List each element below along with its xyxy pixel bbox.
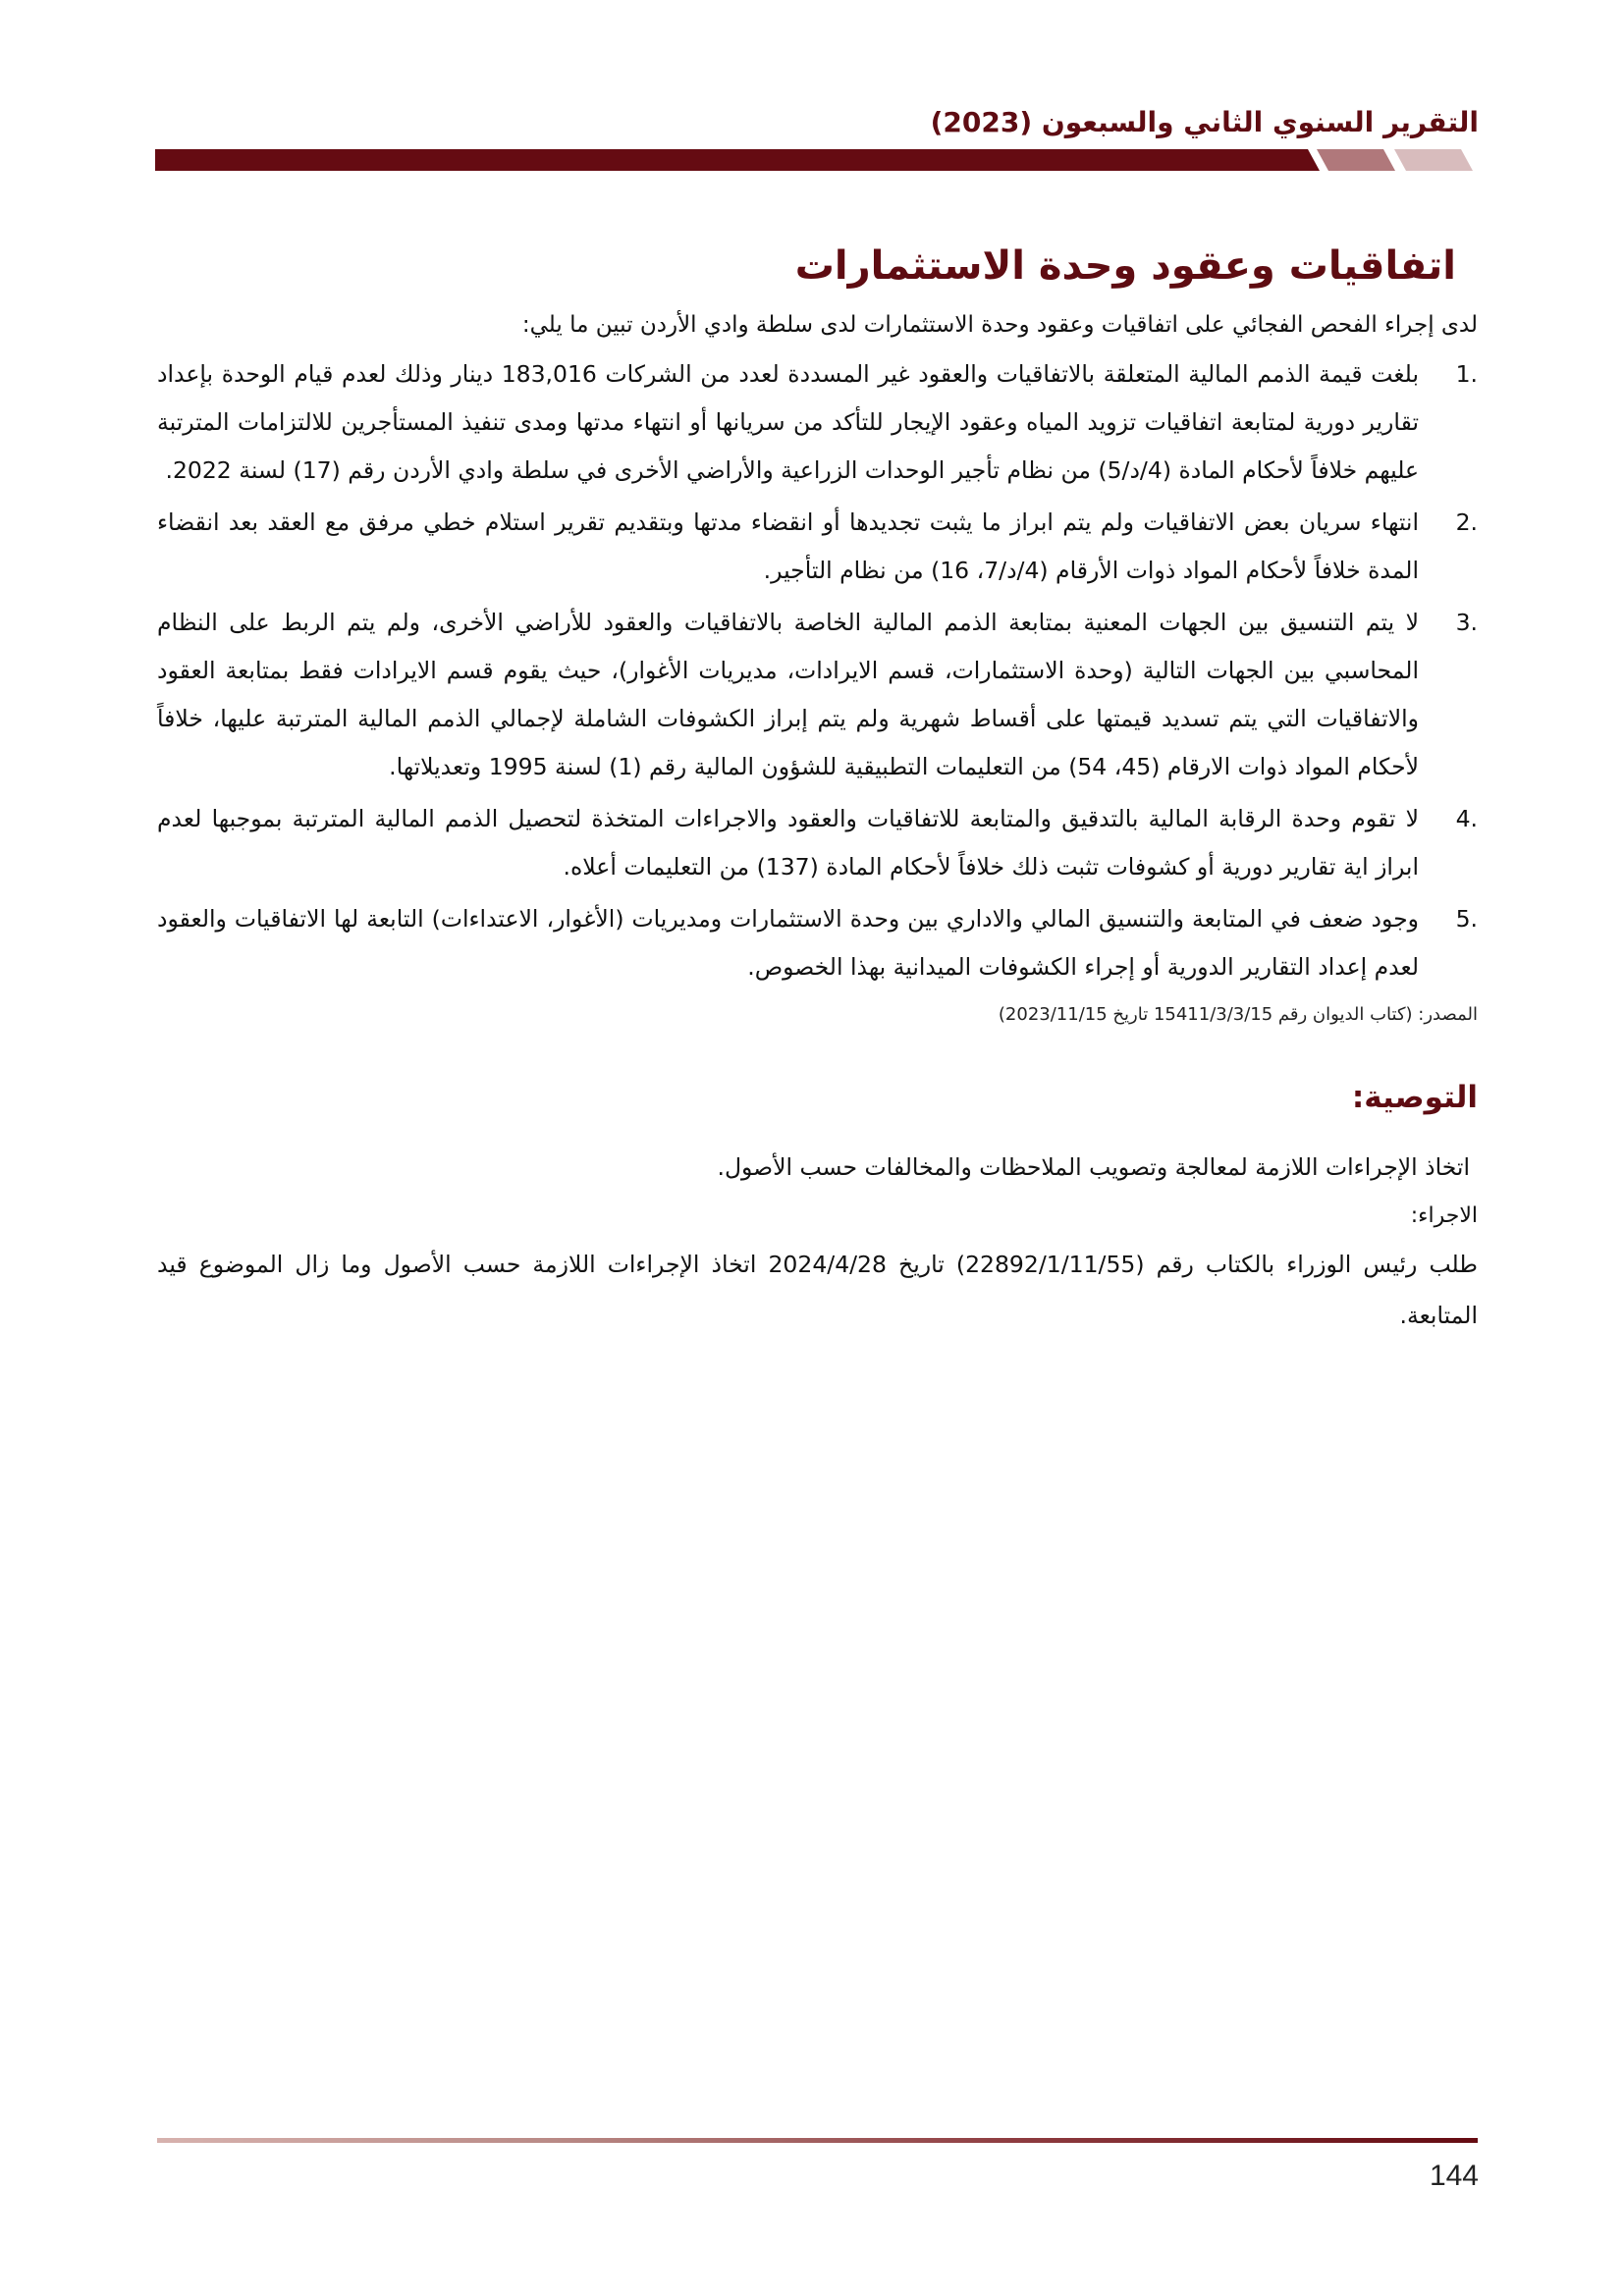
finding-number: 5. [1455,905,1478,933]
finding-item [157,499,1478,595]
section-intro: لدى إجراء الفحص الفجائي على اتفاقيات وعقود وحدة الاستثمارات لدى سلطة وادي الأردن تبين ما يلي: [521,312,1478,338]
procedure-label: الاجراء: [1410,1202,1478,1228]
findings-list [157,350,1478,991]
finding-number: 2. [1455,508,1478,536]
header-bar-segment-light [1394,149,1473,171]
finding-text: وجود ضعف في المتابعة والتنسيق المالي والاداري بين وحدة الاستثمارات ومديريات (الأغوار، الاعتداءات) التابعة لها الاتفاقيات والعقود لعدم إعداد التقارير الدورية أو إجراء الكشوفات الميدانية بهذا الخصوص. [157,905,1419,981]
recommendation-title: التوصية: [1351,1080,1478,1115]
finding-text: بلغت قيمة الذمم المالية المتعلقة بالاتفاقيات والعقود غير المسددة لعدد من الشركات 183,016 دينار وذلك لعدم قيام الوحدة بإعداد تقارير دورية لمتابعة اتفاقيات تزويد المياه وعقود الإيجار للتأكد من سريانها أو انتهاء مدتها ومدى تنفيذ المستأجرين للالتزامات المترتبة عليهم خلافاً لأحكام المادة (4/د/5) من نظام تأجير الوحدات الزراعية والأراضي الأخرى في سلطة وادي الأردن رقم (17) لسنة 2022. [157,360,1419,484]
finding-number: 1. [1455,360,1478,388]
procedure-text: طلب رئيس الوزراء بالكتاب رقم (22892/1/11/55) تاريخ 2024/4/28 اتخاذ الإجراءات اللازمة حسب الأصول وما زال الموضوع قيد المتابعة. [157,1250,1479,1329]
finding-text: انتهاء سريان بعض الاتفاقيات ولم يتم ابراز ما يثبت تجديدها أو انقضاء مدتها وبتقديم تقرير استلام خطي مرفق مع العقد بعد انقضاء المدة خلافاً لأحكام المواد ذوات الأرقام (4/د/7، 16) من نظام التأجير. [157,508,1419,584]
header-bar-segment-mid [1317,149,1395,171]
section-title: اتفاقيات وعقود وحدة الاستثمارات [794,243,1456,289]
finding-text: لا تقوم وحدة الرقابة المالية بالتدقيق والمتابعة للاتفاقيات والعقود والاجراءات المتخذة لتحصيل الذمم المالية المترتبة بموجبها لعدم ابراز اية تقارير دورية أو كشوفات تثبت ذلك خلافاً لأحكام المادة (137) من التعليمات أعلاه. [157,805,1419,881]
footer-gradient-line [157,2138,1478,2143]
recommendation-text: اتخاذ الإجراءات اللازمة لمعالجة وتصويب الملاحظات والمخالفات حسب الأصول. [717,1152,1470,1181]
finding-item [157,350,1478,495]
main-content [157,240,1478,1341]
finding-item [157,895,1478,991]
finding-number: 4. [1455,805,1478,832]
report-header-title: التقرير السنوي الثاني والسبعون (2023) [930,106,1479,138]
source-citation: المصدر: (كتاب الديوان رقم 15411/3/3/15 تاريخ 2023/11/15) [998,1004,1478,1025]
header-decorative-bar [155,149,1476,171]
finding-item [157,599,1478,791]
finding-text: لا يتم التنسيق بين الجهات المعنية بمتابعة الذمم المالية الخاصة بالاتفاقيات والعقود للأراضي الأخرى، ولم يتم الربط على النظام المحاسبي بين الجهات التالية (وحدة الاستثمارات، قسم الايرادات، مديريات الأغوار)، حيث يقوم قسم الايرادات فقط بمتابعة العقود والاتفاقيات التي يتم تسديد قيمتها على أقساط شهرية ولم يتم إبراز الكشوفات الشاملة لإجمالي الذمم المالية المترتبة عليها، خلافاً لأحكام المواد ذوات الارقام (45، 54) من التعليمات التطبيقية للشؤون المالية رقم (1) لسنة 1995 وتعديلاتها. [157,609,1419,780]
finding-item [157,795,1478,891]
page-number: 144 [1429,2160,1479,2192]
finding-number: 3. [1455,609,1478,636]
header-bar-main [155,149,1320,171]
